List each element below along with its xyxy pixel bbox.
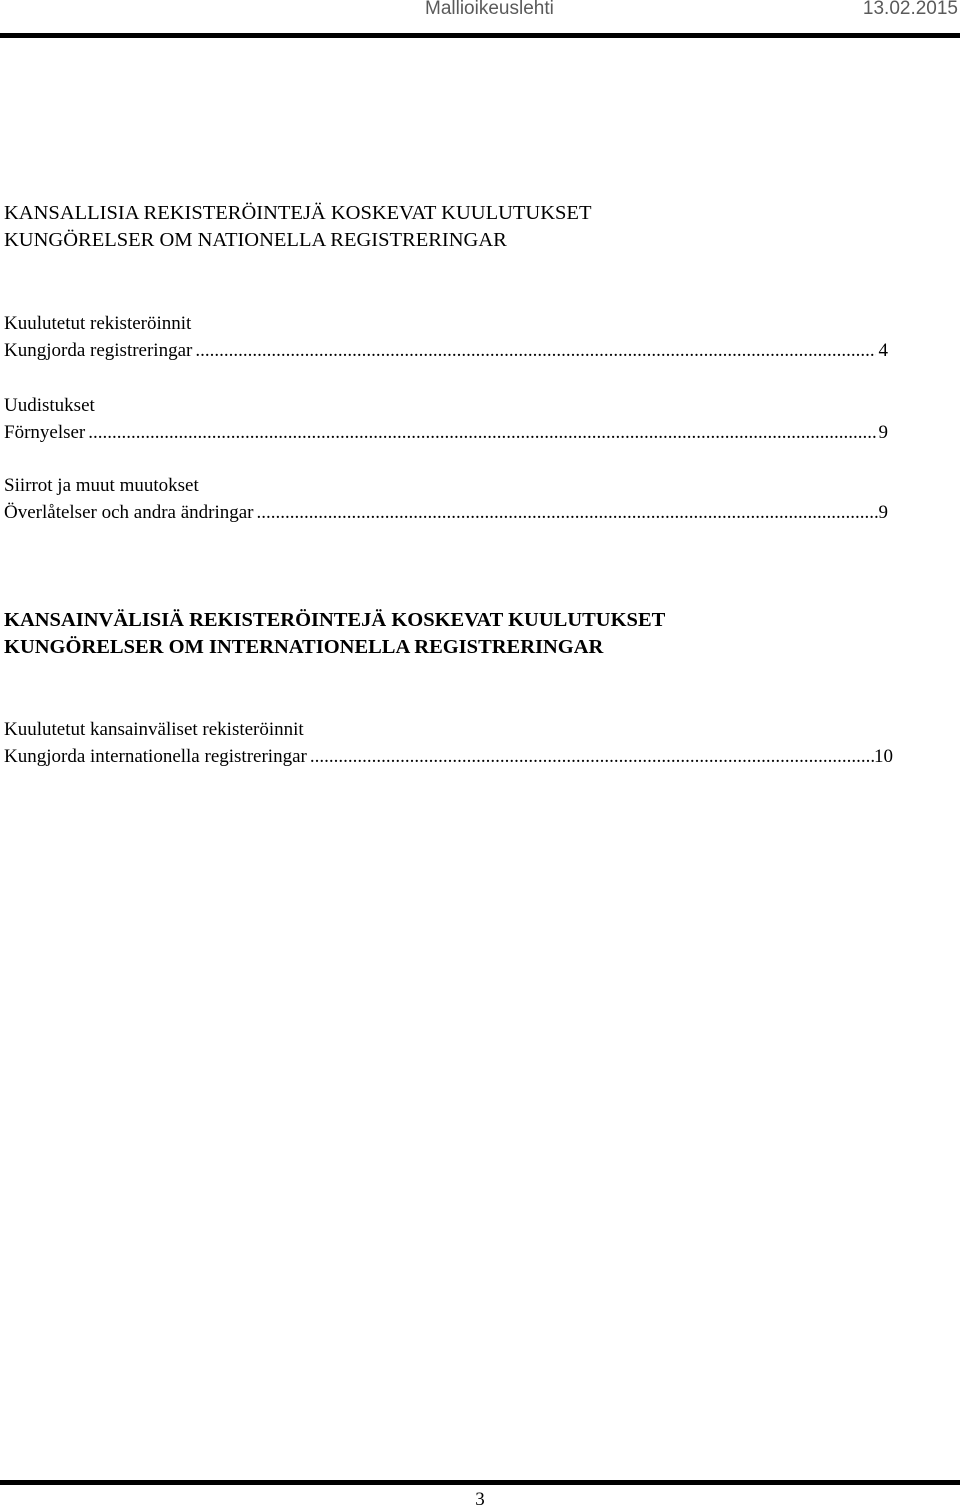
publication-date: 13.02.2015 — [862, 0, 958, 19]
toc-entry-transfers[interactable] — [4, 472, 888, 526]
toc-entry-page: 9 — [878, 422, 888, 443]
footer-rule — [0, 1480, 960, 1485]
dot-leader — [195, 337, 875, 364]
toc-entry-line — [4, 743, 893, 770]
toc-entry-page: 4 — [878, 340, 888, 361]
national-section-heading — [4, 200, 591, 254]
toc-entry-line — [4, 419, 888, 446]
toc-entry-title-fi: Uudistukset — [4, 395, 95, 416]
page-number: 3 — [475, 1489, 485, 1510]
toc-entry-title-sv: Kungjorda registreringar — [4, 340, 193, 361]
toc-entry-title-sv: Överlåtelser och andra ändringar — [4, 502, 254, 523]
toc-entry-title-sv: Kungjorda internationella registreringar — [4, 746, 307, 767]
heading-fi: KANSAINVÄLISIÄ REKISTERÖINTEJÄ KOSKEVAT KUULUTUKSET — [4, 609, 666, 631]
publication-name: Mallioikeuslehti — [425, 0, 554, 19]
toc-entry-line — [4, 337, 888, 364]
dot-leader — [257, 499, 879, 526]
international-section-heading — [4, 607, 665, 661]
page-header — [0, 0, 960, 22]
toc-entry-renewals[interactable] — [4, 392, 888, 446]
dot-leader — [310, 743, 874, 770]
header-rule — [0, 33, 960, 38]
toc-entry-page: 10 — [874, 746, 893, 767]
toc-entry-page: 9 — [878, 502, 888, 523]
heading-fi: KANSALLISIA REKISTERÖINTEJÄ KOSKEVAT KUULUTUKSET — [4, 202, 592, 224]
heading-sv: KUNGÖRELSER OM NATIONELLA REGISTRERINGAR — [4, 229, 507, 251]
toc-entry-international-registrations[interactable] — [4, 716, 893, 770]
toc-entry-title-fi: Siirrot ja muut muutokset — [4, 475, 199, 496]
toc-entry-title-fi: Kuulutetut rekisteröinnit — [4, 313, 192, 334]
toc-entry-title-fi: Kuulutetut kansainväliset rekisteröinnit — [4, 719, 304, 740]
heading-sv: KUNGÖRELSER OM INTERNATIONELLA REGISTRERINGAR — [4, 636, 604, 658]
dot-leader — [88, 419, 875, 446]
toc-entry-title-sv: Förnyelser — [4, 422, 86, 443]
toc-entry-registrations[interactable] — [4, 310, 888, 364]
toc-entry-line — [4, 499, 888, 526]
